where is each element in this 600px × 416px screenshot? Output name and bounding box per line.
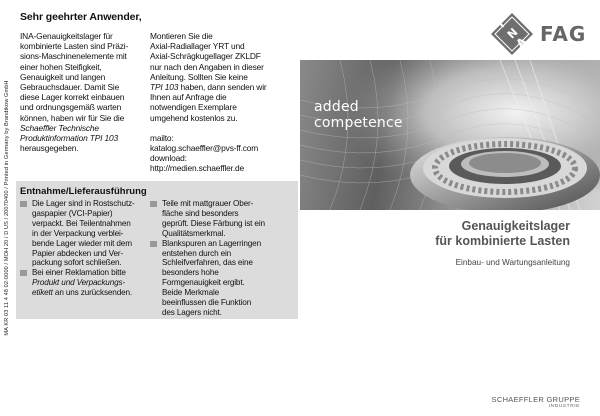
document-subtitle: Einbau- und Wartungsanleitung (455, 258, 570, 267)
intro-line: diese Lager korrekt einbauen (20, 92, 125, 103)
mounting-line: Ihnen auf Anfrage die (150, 92, 227, 103)
delivery-bullets-left (20, 199, 148, 298)
download-link[interactable]: http://medien.schaeffler.de (150, 163, 245, 174)
mounting-line: umgehend kostenlos zu. (150, 112, 238, 123)
delivery-bullets-right (150, 199, 294, 318)
intro-column (20, 31, 148, 153)
intro-line: Gebrauchsdauer. Damit Sie (20, 82, 120, 93)
intro-line: Genauigkeit und langen (20, 71, 106, 82)
bullet-item: Blankspuren an Lagerringen entstehen durch ein Schleifverfahren, das eine besonders hohe Formgenauigkeit ergibt. Beide Merkmale beeinflussen die Funktion des Lagers nicht. (150, 239, 294, 318)
ina-fag-logo (490, 12, 588, 56)
intro-line: einer hohen Steifigkeit, (20, 61, 102, 72)
mounting-line: Anleitung. Sollten Sie keine (150, 71, 248, 82)
added-competence-line1: added (314, 99, 359, 115)
mounting-line: nur nach den Angaben in dieser (150, 61, 264, 72)
bullet-item: Teile mit mattgrauer Ober- fläche sind besonders geprüft. Diese Färbung ist ein Qualitätsmerkmal. (150, 199, 294, 239)
delivery-title: Entnahme/Lieferausführung (20, 186, 147, 197)
mounting-line: Axial-Radiallager YRT und (150, 41, 245, 52)
added-competence-line2: competence (314, 115, 403, 131)
delivery-box (16, 181, 298, 319)
intro-line-italic: Produktinformation TPI 103 (20, 133, 119, 144)
schaeffler-brand-sub: INDUSTRIE (548, 404, 580, 409)
mounting-line: Axial-Schrägkugellager ZKLDF (150, 51, 261, 62)
document-title-line2: für kombinierte Lasten (435, 234, 570, 248)
intro-line: INA-Genauigkeitslager für (20, 31, 113, 41)
bullet-item: Die Lager sind in Rostschutz- gaspapier (VCI-Papier) verpackt. Bei Teilentnahmen in der Verpackung verblei- bende Lager wieder mit dem Papier abdecken und Ver- packung sofort schließen. (20, 199, 148, 268)
print-code-vertical (0, 0, 14, 416)
intro-line: und ordnungsgemäß warten (20, 102, 122, 113)
print-code-text: MA KR 03 11 4 48 02-0000 / MOH 20 / D US / 20070400 / Printed in Germany by Brandtkow GmbH (4, 80, 10, 336)
fag-logo-text: FAG (540, 22, 587, 46)
intro-line: sions-Maschinenelemente mit (20, 51, 127, 62)
mounting-line: notwendigen Exemplare (150, 102, 237, 113)
document-title-line1: Genauigkeitslager (461, 219, 570, 233)
bearing-photo (300, 60, 600, 210)
bullet-item: Bei einer Reklamation bitte Produkt und Verpackungs- etikett an uns zurücksenden. (20, 268, 148, 298)
intro-line: können, haben wir für Sie die (20, 112, 125, 123)
logo-letter-i: I (495, 18, 508, 31)
download-label: download: (150, 153, 187, 164)
intro-line: herausgegeben. (20, 143, 79, 154)
greeting-heading: Sehr geehrter Anwender, (20, 11, 142, 23)
schaeffler-brand: SCHAEFFLER GRUPPE (491, 395, 580, 404)
logo-letter-a: A (513, 34, 529, 51)
logo-letter-n: N (504, 25, 521, 42)
cover-panel (300, 0, 600, 416)
mounting-column (150, 31, 292, 174)
mounting-line: Montieren Sie die (150, 31, 213, 41)
mounting-line: TPI 103 haben, dann senden wir (150, 82, 267, 93)
bearing-illustration (300, 60, 600, 210)
intro-line-italic: Schaeffler Technische (20, 122, 99, 133)
intro-line: kombinierte Lasten sind Präzi- (20, 41, 129, 52)
mailto-link[interactable]: katalog.schaeffler@pvs-ff.com (150, 143, 259, 154)
mailto-label: mailto: (150, 132, 174, 143)
left-panel (16, 0, 298, 416)
